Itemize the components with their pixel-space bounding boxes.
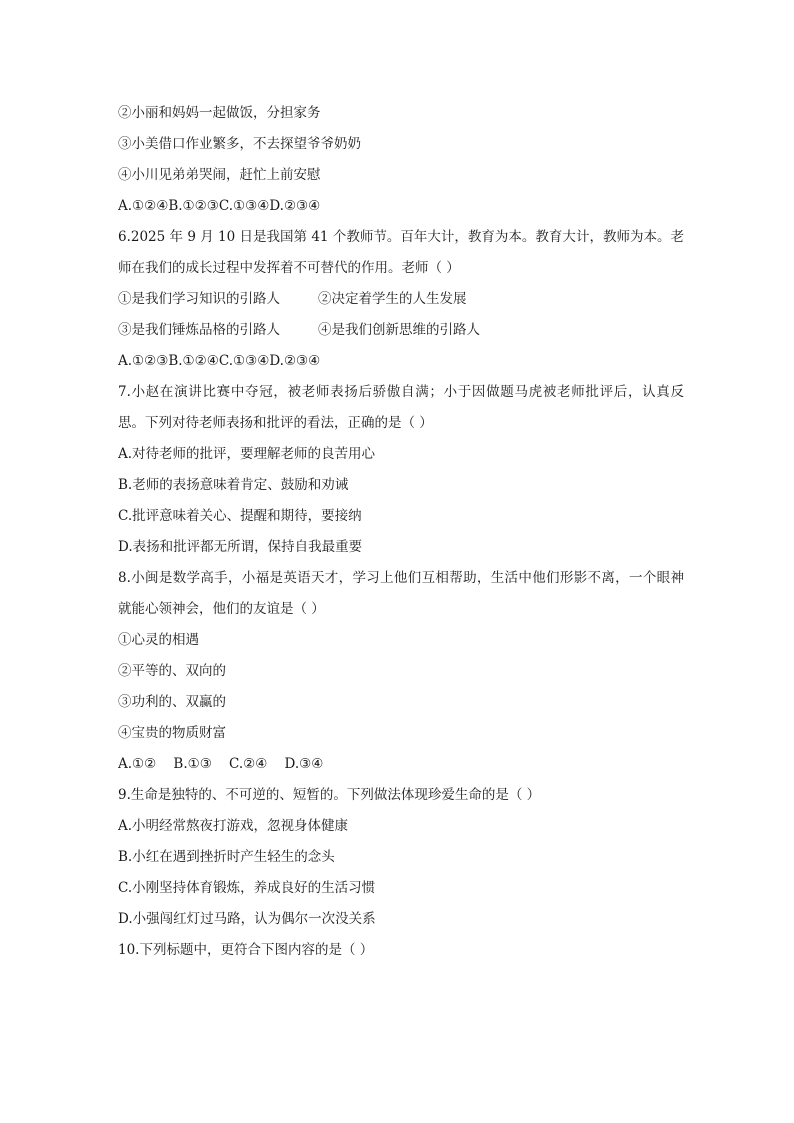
question-6-options-row-1 bbox=[118, 284, 684, 315]
question-5-answers: A.①②④B.①②③C.①③④D.②③④ bbox=[118, 198, 321, 214]
question-5-option-3: ③小美借口作业繁多，不去探望爷爷奶奶 bbox=[118, 136, 361, 152]
question-6-option-4: ④是我们创新思维的引路人 bbox=[318, 322, 480, 338]
question-7-option-a: A.对待老师的批评，要理解老师的良苦用心 bbox=[118, 446, 376, 462]
question-10-stem: 10.下列标题中，更符合下图内容的是（ ） bbox=[118, 942, 374, 958]
question-8-option-4: ④宝贵的物质财富 bbox=[118, 725, 226, 741]
question-7-option-c: C.批评意味着关心、提醒和期待，要接纳 bbox=[118, 508, 362, 524]
question-8-option-1: ①心灵的相遇 bbox=[118, 632, 199, 648]
question-8-option-2: ②平等的、双向的 bbox=[118, 663, 226, 679]
question-7-option-d: D.表扬和批评都无所谓，保持自我最重要 bbox=[118, 539, 363, 555]
question-7-stem: 7.小赵在演讲比赛中夺冠，被老师表扬后骄傲自满；小于因做题马虎被老师批评后，认真反思。下列对待老师表扬和批评的看法，正确的是（ ） bbox=[118, 384, 684, 431]
exam-page bbox=[118, 98, 684, 966]
question-6-option-2: ②决定着学生的人生发展 bbox=[318, 291, 467, 307]
question-8-stem: 8.小闽是数学高手，小福是英语天才，学习上他们互相帮助，生活中他们形影不离，一个眼神就能心领神会，他们的友谊是（ ） bbox=[118, 570, 684, 617]
question-6-answers: A.①②③B.①②④C.①③④D.②③④ bbox=[118, 353, 321, 369]
question-9-option-d: D.小强闯红灯过马路，认为偶尔一次没关系 bbox=[118, 911, 376, 927]
question-9-option-c: C.小刚坚持体育锻炼，养成良好的生活习惯 bbox=[118, 880, 376, 896]
question-8-answers: A.①② B.①③ C.②④ D.③④ bbox=[118, 756, 324, 772]
question-6-option-3: ③是我们锤炼品格的引路人 bbox=[118, 322, 280, 338]
question-9-option-a: A.小明经常熬夜打游戏，忽视身体健康 bbox=[118, 818, 349, 834]
question-6-options-row-2 bbox=[118, 315, 684, 346]
question-6-option-1: ①是我们学习知识的引路人 bbox=[118, 291, 280, 307]
question-5-option-2: ②小丽和妈妈一起做饭，分担家务 bbox=[118, 105, 321, 121]
question-7-option-b: B.老师的表扬意味着肯定、鼓励和劝诫 bbox=[118, 477, 349, 493]
question-5-option-4: ④小川见弟弟哭闹，赶忙上前安慰 bbox=[118, 167, 321, 183]
question-9-stem: 9.生命是独特的、不可逆的、短暂的。下列做法体现珍爱生命的是（ ） bbox=[118, 787, 541, 803]
question-6-stem: 6.2025 年 9 月 10 日是我国第 41 个教师节。百年大计，教育为本。教育大计，教师为本。老师在我们的成长过程中发挥着不可替代的作用。老师（ ） bbox=[118, 229, 684, 276]
question-9-option-b: B.小红在遇到挫折时产生轻生的念头 bbox=[118, 849, 335, 865]
question-8-option-3: ③功利的、双赢的 bbox=[118, 694, 226, 710]
